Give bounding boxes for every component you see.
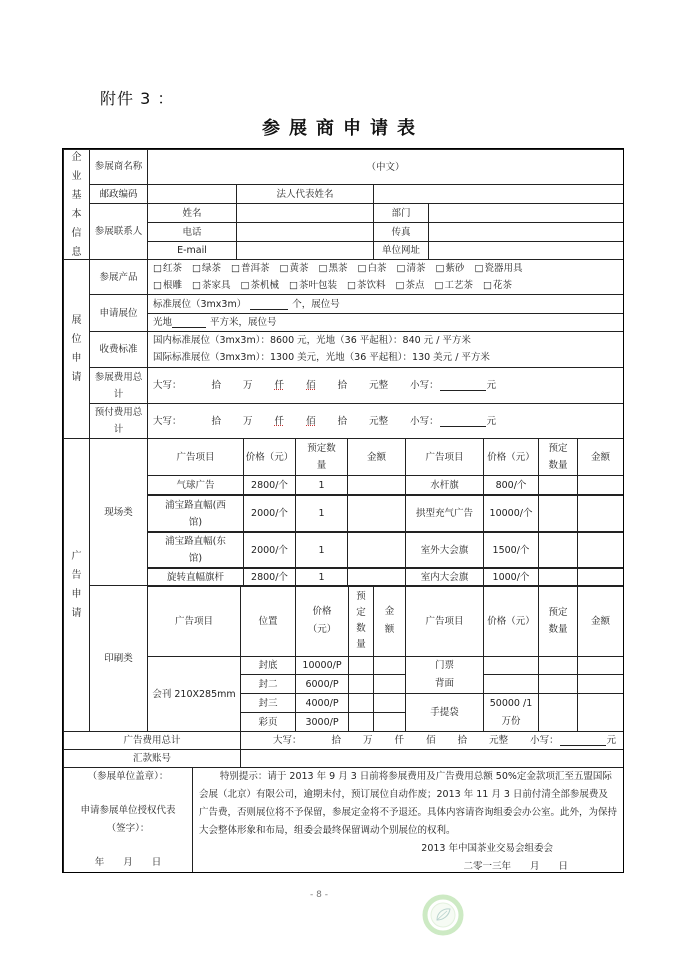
onsite-price-text: 2000/个 [251, 544, 288, 556]
onsite-qty-input-right[interactable] [538, 494, 578, 533]
catalog-price: 4000/P [295, 693, 349, 713]
bag-amount-input[interactable] [577, 693, 624, 732]
onsite-header-qty: 预定数量 [295, 438, 348, 476]
onsite-item-text: 气球广告 [176, 480, 215, 491]
catalog-price: 10000/P [295, 656, 349, 675]
catalog-price: 6000/P [295, 674, 349, 694]
catalog-position: 封三 [240, 693, 296, 713]
section-booth [63, 259, 90, 439]
onsite-price-right-text: 800/个 [495, 480, 527, 491]
fee-standard [147, 331, 624, 368]
postal-code-label: 邮政编码 [89, 184, 148, 204]
ticket-amount-input-2[interactable] [577, 674, 624, 694]
onsite-item-text: 旋转直幅旗杆 [166, 571, 224, 583]
form-title: 参展商申请表 [262, 118, 424, 139]
exhibitor-name-label: 参展商名称 [89, 149, 148, 185]
capital-label: 大写： [153, 380, 182, 391]
product-checkbox[interactable]: □ 根雕 [153, 280, 182, 291]
product-checkbox[interactable]: □ 茶机械 [241, 280, 280, 291]
catalog-item: 会刊 210X285mm [147, 656, 241, 732]
amount-unit: 仟 [274, 415, 285, 427]
print-header-price-right: 价格（元） [483, 585, 539, 657]
onsite-header-item: 广告项目 [147, 438, 244, 476]
notice-area [192, 767, 624, 873]
fax-field[interactable] [428, 222, 624, 242]
catalog-amount-input[interactable] [373, 712, 406, 732]
onsite-item-right-text: 拱型充气广告 [415, 508, 473, 519]
amount-unit: 拾 [331, 735, 342, 746]
onsite-price [243, 567, 296, 587]
onsite-price [243, 475, 296, 496]
amount-unit: 佰 [306, 415, 316, 427]
amount-unit: 佰 [306, 380, 316, 391]
product-checkbox[interactable]: □ 普洱茶 [231, 263, 270, 274]
catalog-price: 3000/P [295, 712, 349, 732]
legal-rep-label: 法人代表姓名 [236, 184, 374, 204]
prepay-total-amount [147, 403, 624, 439]
print-header-item: 广告项目 [147, 585, 241, 657]
section-label: 展位申请 [71, 315, 82, 383]
amount-figure-input[interactable] [440, 380, 486, 391]
onsite-price-right-text: 10000/个 [489, 508, 533, 519]
onsite-item [147, 494, 244, 533]
product-checkbox[interactable]: □ 茶叶包装 [289, 280, 337, 291]
product-checkbox[interactable]: □ 黑茶 [319, 263, 348, 274]
onsite-qty-text: 1 [318, 508, 325, 519]
product-checkbox[interactable]: □ 茶饮料 [347, 280, 386, 291]
booth-total-amount [147, 367, 624, 404]
date-right: 二零一三年 月 日 [463, 861, 568, 872]
exhibitor-name-field[interactable] [147, 149, 624, 185]
phone-field[interactable] [236, 222, 374, 242]
product-checkbox[interactable]: □ 工艺茶 [435, 280, 474, 291]
department-label: 部门 [373, 203, 429, 223]
onsite-header-price-right: 价格（元） [483, 438, 539, 476]
onsite-item-right [405, 567, 484, 587]
onsite-qty[interactable] [295, 494, 348, 533]
onsite-item-right [405, 531, 484, 569]
fax-label: 传真 [373, 222, 429, 242]
onsite-qty-input-right[interactable] [538, 475, 578, 496]
ticket-qty-input[interactable] [538, 656, 578, 675]
prepay-total-label: 预付费用总计 [89, 403, 148, 439]
onsite-header-item-right: 广告项目 [405, 438, 484, 476]
capital-label: 大写： [153, 415, 182, 427]
notice-text: 特别提示：请于 2013 年 9 月 3 日前将参展费用及广告费用总额 50%定金款项汇至五盟国际会展（北京）有限公司，逾期未付，预订展位自动作废；2013 年 11 月 3 日前付清全部参展费及广告费，否则展位将不予保留，参展定金将不予退还。具体内容请咨询组委会办公室。此外，为保持大会整体形象和布局，组委会最终保留调动个别展位的权利。 [199, 771, 618, 836]
product-checkbox[interactable]: □ 茶点 [396, 280, 425, 291]
onsite-category-label: 现场类 [89, 438, 148, 586]
section-company-info [63, 149, 90, 260]
apply-standard-booth-row: 标准展位（3mx3m） 个，展位号 [147, 294, 624, 314]
onsite-amount-input[interactable] [347, 567, 406, 587]
amount-unit: 拾 [211, 380, 222, 391]
sign-label: （签字）： [106, 823, 150, 835]
exhibitor-name-hint: （中文） [366, 161, 405, 173]
print-header-price: 价格（元） [295, 585, 349, 657]
email-label: E-mail [147, 241, 237, 260]
ticket-back-item: 门票 背面 [405, 656, 484, 694]
onsite-header-amount: 金额 [347, 438, 406, 476]
onsite-amount-input-right[interactable] [577, 531, 624, 569]
contact-label: 参展联系人 [89, 203, 148, 260]
postal-code-field[interactable] [147, 184, 237, 204]
amount-unit: 万 [363, 735, 373, 746]
fee-label: 收费标准 [89, 331, 148, 368]
amount-unit: 拾 [337, 415, 348, 427]
small-label: 小写： [410, 380, 439, 391]
onsite-qty[interactable] [295, 567, 348, 587]
onsite-header-qty-right: 预定数量 [538, 438, 578, 476]
onsite-price-text: 2800/个 [251, 571, 288, 583]
apply-booth-label: 申请展位 [89, 294, 148, 332]
product-checkbox[interactable]: □ 清茶 [397, 263, 426, 274]
onsite-price-text: 2800/个 [251, 480, 288, 491]
email-field[interactable] [236, 241, 374, 260]
onsite-header-amount-right: 金额 [577, 438, 624, 476]
product-checkbox[interactable]: □ 瓷器用具 [475, 263, 523, 274]
rep-label: 申请参展单位授权代表 [80, 805, 176, 817]
website-field[interactable] [428, 241, 624, 260]
onsite-qty-input-right[interactable] [538, 567, 578, 587]
fee-domestic: 国内标准展位（3mx3m）：8600 元，光地（36 平起租）：840 元 / 平方米 [153, 335, 471, 346]
department-field[interactable] [428, 203, 624, 223]
contact-name-label: 姓名 [147, 203, 237, 223]
onsite-qty[interactable] [295, 475, 348, 496]
onsite-price-right-text: 1000/个 [492, 571, 530, 583]
product-checkbox[interactable]: □ 黄茶 [280, 263, 309, 274]
ads-total-label: 广告费用总计 [63, 731, 241, 750]
onsite-price-right [483, 531, 539, 569]
amount-unit: 元整 [489, 735, 509, 746]
legal-rep-field[interactable] [373, 184, 624, 204]
product-checkbox[interactable]: □ 紫砂 [436, 263, 465, 274]
products-row-2 [153, 277, 522, 294]
catalog-amount-input[interactable] [373, 656, 406, 675]
print-header-qty-right: 预定数量 [538, 585, 578, 657]
onsite-amount-input[interactable] [347, 494, 406, 533]
phone-label: 电话 [147, 222, 237, 242]
product-checkbox[interactable]: □ 白茶 [358, 263, 387, 274]
ads-total-amount [240, 731, 624, 750]
yuan-label: 元 [606, 735, 617, 746]
products-checkbox-group [147, 259, 624, 295]
onsite-price-text: 2000/个 [251, 508, 288, 519]
yuan-label: 元 [486, 380, 497, 391]
onsite-item-right [405, 475, 484, 496]
amount-unit: 拾 [337, 380, 348, 391]
onsite-amount-input-right[interactable] [577, 567, 624, 587]
product-checkbox[interactable]: □ 花茶 [483, 280, 512, 291]
standard-booth-count-input[interactable] [250, 299, 288, 310]
amount-unit: 元整 [369, 415, 389, 427]
date-left: 年 月 日 [94, 857, 162, 868]
print-header-qty: 预定数量 [348, 585, 374, 657]
onsite-price [243, 494, 296, 533]
onsite-item [147, 567, 244, 587]
amount-unit: 佰 [426, 735, 436, 746]
onsite-item [147, 531, 244, 569]
print-header-amount-right: 金额 [577, 585, 624, 657]
catalog-position: 彩页 [240, 712, 296, 732]
onsite-item-right [405, 494, 484, 533]
amount-unit: 元整 [369, 380, 389, 391]
catalog-qty-input[interactable] [348, 656, 374, 675]
onsite-amount-input[interactable] [347, 531, 406, 569]
ticket-qty-input-2[interactable] [538, 674, 578, 694]
amount-unit: 万 [243, 415, 253, 427]
account-label: 汇款账号 [63, 749, 241, 768]
page-number: - 8 - [310, 890, 328, 900]
onsite-item-right-text: 水杆旗 [430, 480, 459, 491]
onsite-item-right-text: 室内大会旗 [420, 571, 469, 583]
catalog-qty-input[interactable] [348, 693, 374, 713]
onsite-amount-input-right[interactable] [577, 475, 624, 496]
organizer: 2013 年中国茶业交易会组委会 [421, 843, 553, 854]
amount-unit: 仟 [274, 380, 285, 391]
product-checkbox[interactable]: □ 红茶 [153, 263, 182, 274]
onsite-amount-input-right[interactable] [577, 494, 624, 533]
catalog-qty-input[interactable] [348, 712, 374, 732]
catalog-amount-input[interactable] [373, 693, 406, 713]
products-row-1 [153, 260, 533, 277]
onsite-amount-input[interactable] [347, 475, 406, 496]
onsite-item-text: 浦宝路直幅(东馆) [165, 536, 226, 564]
onsite-price [243, 531, 296, 569]
account-field[interactable] [240, 749, 624, 768]
amount-unit: 仟 [394, 735, 405, 746]
ticket-amount-input[interactable] [577, 656, 624, 675]
section-label: 广告申请 [71, 551, 82, 619]
bag-qty-input[interactable] [538, 693, 578, 732]
bag-price: 50000 /1 万份 [483, 693, 539, 732]
booth-total-label: 参展费用总计 [89, 367, 148, 404]
print-header-item-right: 广告项目 [405, 585, 484, 657]
onsite-item [147, 475, 244, 496]
onsite-header-price: 价格（元） [243, 438, 296, 476]
ticket-price-cell-2[interactable] [483, 674, 539, 694]
onsite-price-right [483, 475, 539, 496]
onsite-item-text: 浦宝路直幅(西馆) [165, 499, 226, 528]
applicant-signature-area [63, 767, 193, 873]
onsite-price-right [483, 494, 539, 533]
amount-unit: 拾 [457, 735, 468, 746]
amount-unit: 拾 [211, 415, 222, 427]
fee-international: 国际标准展位（3mx3m）：1300 美元，光地（36 平起租）：130 美元 / 平方米 [153, 352, 490, 363]
products-label: 参展产品 [89, 259, 148, 295]
onsite-qty[interactable] [295, 531, 348, 569]
amount-unit: 万 [243, 380, 253, 391]
apply-space-row: 光地 平方米，展位号 [147, 313, 624, 332]
onsite-qty-text: 1 [318, 544, 325, 556]
print-header-position: 位置 [240, 585, 296, 657]
capital-label: 大写： [273, 735, 302, 746]
section-ads [63, 438, 90, 732]
space-area-input[interactable] [172, 317, 206, 328]
onsite-qty-text: 1 [318, 480, 325, 491]
onsite-qty-text: 1 [318, 571, 325, 583]
product-checkbox[interactable]: □ 绿茶 [192, 263, 221, 274]
catalog-position: 封底 [240, 656, 296, 675]
yuan-label: 元 [486, 415, 497, 427]
seal-label: （参展单位盖章）： [87, 771, 169, 782]
small-label: 小写： [410, 415, 439, 427]
catalog-position: 封二 [240, 674, 296, 694]
small-label: 小写： [530, 735, 559, 746]
print-header-amount: 金额 [373, 585, 406, 657]
print-category-label: 印刷类 [89, 585, 148, 732]
onsite-item-right-text: 室外大会旗 [420, 544, 469, 556]
ticket-price-cell[interactable] [483, 656, 539, 675]
contact-name-field[interactable] [236, 203, 374, 223]
onsite-price-right [483, 567, 539, 587]
website-label: 单位网址 [373, 241, 429, 260]
section-label: 企业基本信息 [71, 151, 82, 258]
attachment-label: 附件 3 ： [100, 89, 175, 108]
leaf-watermark-icon [422, 894, 464, 936]
product-checkbox[interactable]: □ 茶家具 [192, 280, 231, 291]
amount-figure-input[interactable] [560, 735, 606, 746]
catalog-amount-input[interactable] [373, 674, 406, 694]
catalog-qty-input[interactable] [348, 674, 374, 694]
onsite-qty-input-right[interactable] [538, 531, 578, 569]
onsite-price-right-text: 1500/个 [492, 544, 530, 556]
bag-item: 手提袋 [405, 693, 484, 732]
amount-figure-input[interactable] [440, 416, 486, 427]
